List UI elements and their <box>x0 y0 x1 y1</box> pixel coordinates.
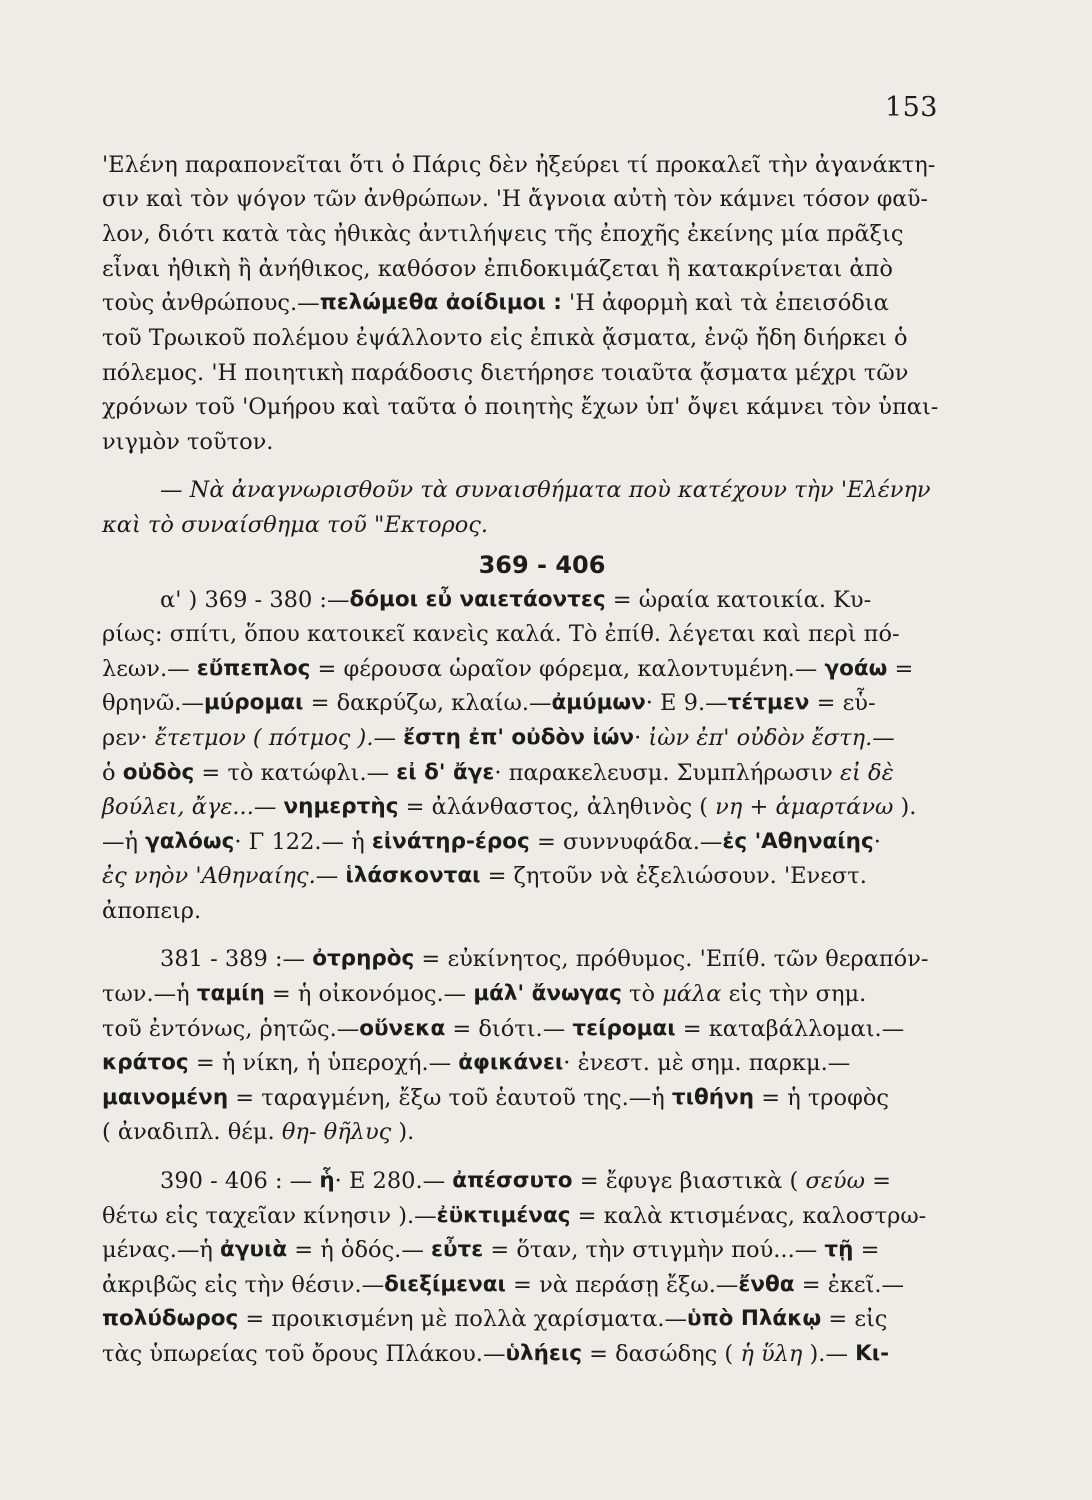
text-line: χρόνων τοῦ 'Ομήρου καὶ ταῦτα ὁ ποιητὴς ἔχων ὑπ' ὄψει κάμνει τὸν ὑπαι- <box>102 394 939 421</box>
text-line: κράτος = ἡ νίκη, ἡ ὑπεροχή.— ἀφικάνει · ἐνεστ. μὲ σημ. παρκμ.— <box>102 1046 942 1081</box>
lemma: τείρομαι <box>572 1015 676 1041</box>
text-line: μαινομένη = ταραγμένη, ἔξω τοῦ ἑαυτοῦ της.—ἡ τιθήνη = ἡ τροφὸς <box>102 1081 942 1116</box>
lemma: ἧ <box>319 1168 335 1194</box>
text-line: νιγμὸν τοῦτον. <box>102 428 274 455</box>
lemma: ἀπέσσυτο <box>452 1168 573 1194</box>
text-line: ρεν· ἔτετμον ( πότμος ). — ἔστη ἐπ' οὐδὸν ἰών · ἰὼν ἐπ' οὐδὸν ἔστη. — <box>102 721 942 756</box>
lemma: ὑπὸ Πλάκῳ <box>687 1306 822 1332</box>
text-line: ( ἀναδιπλ. θέμ. θη - θῆλυς ). <box>102 1119 415 1146</box>
section-heading: 369 - 406 <box>478 550 606 579</box>
lemma: ἔνθα <box>738 1271 795 1297</box>
lemma: ὑλήεις <box>505 1341 582 1366</box>
lemma: μύρομαι <box>203 690 304 716</box>
text-line: των.—ἡ ταμίη = ἡ οἰκονόμος.— μάλ' ἄνωγας τὸ μάλα εἰς τὴν σημ. <box>102 977 942 1012</box>
lemma: εὔπεπλος <box>196 655 311 681</box>
paragraph-question <box>102 473 942 542</box>
text-line: λον, διότι κατὰ τὰς ἠθικὰς ἀντιλήψεις τῆς ἐποχῆς ἐκείνης μία πρᾶξις <box>102 221 904 248</box>
text-line: ἐς νηὸν 'Αθηναίης. — ἱλάσκονται = ζητοῦν νὰ ἐξελιώσουν. 'Ενεστ. <box>102 859 942 894</box>
section-369-380 <box>102 583 942 929</box>
text-line: σιν καὶ τὸν ψόγον τῶν ἀνθρώπων. 'Η ἄγνοια αὐτὴ τὸν κάμνει τόσον φαῦ- <box>102 186 928 212</box>
text-line: 390 - 406 : — ἧ · Ε 280.— ἀπέσσυτο = ἔφυγε βιαστικὰ ( σεύω = <box>102 1164 942 1199</box>
text-line: πολύδωρος = προικισμένη μὲ πολλὰ χαρίσματα.— ὑπὸ Πλάκῳ = εἰς <box>102 1302 942 1337</box>
text-line: 381 - 389 :— ὀτρηρὸς = εὐκίνητος, πρόθυμος. 'Επίθ. τῶν θεραπόν- <box>102 942 942 977</box>
text-line: λεων.— εὔπεπλος = φέρουσα ὡραῖον φόρεμα, καλοντυμένη.— γοάω = <box>102 652 942 687</box>
lemma: Κι- <box>855 1341 890 1366</box>
lemma: εἰ δ' ἄγε <box>396 759 495 785</box>
text-line: ἀκριβῶς εἰς τὴν θέσιν.— διεξίμεναι = νὰ περάσῃ ἔξω.— ἔνθα = ἐκεῖ.— <box>102 1268 942 1303</box>
lemma: ταμίη <box>196 981 265 1007</box>
text-line: πόλεμος. 'Η ποιητικὴ παράδοσις διετήρησε τοιαῦτα ᾄσματα μέχρι τῶν <box>102 359 909 386</box>
paragraph-intro <box>102 148 942 459</box>
lemma: οὕνεκα <box>359 1015 446 1041</box>
text-line: α' ) 369 - 380 :— δόμοι εὖ ναιετάοντες = ὡραία κατοικία. Κυ- <box>102 583 942 618</box>
section-381-389 <box>102 942 942 1150</box>
text-line: καὶ τὸ συναίσθημα τοῦ "Εκτορος. <box>102 511 489 538</box>
lemma: γαλόως <box>145 828 235 854</box>
lemma: μαινομένη <box>102 1084 229 1110</box>
lemma: πολύδωρος <box>102 1306 239 1332</box>
text-line: τοῦ Τρωικοῦ πολέμου ἐψάλλοντο εἰς ἐπικὰ ᾄσματα, ἐνῷ ἤδη διήρκει ὁ <box>102 324 908 351</box>
lemma: τῇ <box>824 1237 854 1263</box>
text-line: — Νὰ ἀναγνωρισθοῦν τὰ συναισθήματα ποὺ κατέχουν τὴν 'Ελένην <box>160 477 931 504</box>
lemma: εἰνάτηρ-έρος <box>371 828 530 854</box>
text-line: ὁ οὐδὸς = τὸ κατώφλι.— εἰ δ' ἄγε · παρακελευσμ. Συμπλήρωσιν εἰ δὲ <box>102 756 942 791</box>
text-line: τοὺς ἀνθρώπους.— πελώμεθα ἀοίδιμοι : 'Η ἀφορμὴ καὶ τὰ ἐπεισόδια <box>102 286 942 321</box>
text-line: 'Ελένη παραπονεῖται ὅτι ὁ Πάρις δὲν ἠξεύρει τί προκαλεῖ τὴν ἀγανάκτη- <box>102 152 936 178</box>
lemma: τιθήνη <box>671 1084 755 1110</box>
text-line: θρηνῶ.— μύρομαι = δακρύζω, κλαίω.— ἀμύμων · Ε 9.— τέτμεν = εὗ- <box>102 686 942 721</box>
page-number: 153 <box>884 92 938 123</box>
section-390-406 <box>102 1164 942 1372</box>
lemma: διεξίμεναι <box>384 1271 506 1297</box>
text-line: μένας.—ἡ ἀγυιὰ = ἡ ὁδός.— εὖτε = ὅταν, τὴν στιγμὴν πού...— τῇ = <box>102 1233 942 1268</box>
text-line: τὰς ὑπωρείας τοῦ ὄρους Πλάκου.— ὑλήεις = δασώδης ( ἡ ὕλη ).— Κι- <box>102 1337 942 1372</box>
lemma: γοάω <box>824 655 888 681</box>
lemma: κράτος <box>102 1050 189 1076</box>
lemma: ὀτρηρὸς <box>312 946 415 972</box>
lemma: ἀγυιὰ <box>220 1237 288 1263</box>
lemma: ἐς 'Αθηναίης <box>722 828 874 854</box>
lemma: ἔστη ἐπ' οὐδὸν ἰών <box>403 724 635 750</box>
lemma: ἀμύμων <box>551 690 646 716</box>
lemma: μάλ' ἄνωγας <box>473 981 622 1007</box>
text-line: ρίως: σπίτι, ὅπου κατοικεῖ κανεὶς καλά. Τὸ ἐπίθ. λέγεται καὶ περὶ πό- <box>102 621 900 648</box>
lemma: ἱλάσκονται <box>345 863 481 889</box>
text-line: βούλει, ἄγε... — νημερτὴς = ἀλάνθαστος, ἀληθινὸς ( νη + ἁμαρτάνω ). <box>102 790 942 825</box>
text-line: —ἡ γαλόως · Γ 122.— ἡ εἰνάτηρ-έρος = συννυφάδα.— ἐς 'Αθηναίης · <box>102 825 942 860</box>
lemma: πελώμεθα ἀοίδιμοι : <box>319 290 562 316</box>
lemma: τέτμεν <box>727 690 810 716</box>
lemma: νημερτὴς <box>283 794 399 820</box>
lemma: ἀφικάνει <box>458 1050 564 1076</box>
text-line: εἶναι ἠθικὴ ἢ ἀνήθικος, καθόσον ἐπιδοκιμάζεται ἢ κατακρίνεται ἀπὸ <box>102 255 893 282</box>
lemma: εὖτε <box>430 1237 484 1263</box>
text-line: τοῦ ἐντόνως, ῥητῶς.— οὕνεκα = διότι.— τείρομαι = καταβάλλομαι.— <box>102 1012 942 1047</box>
lemma: δόμοι εὖ ναιετάοντες <box>349 586 606 612</box>
text-line: θέτω εἰς ταχεῖαν κίνησιν ).— ἐϋκτιμένας = καλὰ κτισμένας, καλοστρω- <box>102 1199 942 1234</box>
text-line: ἀποπειρ. <box>102 897 202 924</box>
lemma: ἐϋκτιμένας <box>436 1202 571 1228</box>
lemma: οὐδὸς <box>122 759 195 785</box>
commentary-text <box>102 148 942 1372</box>
